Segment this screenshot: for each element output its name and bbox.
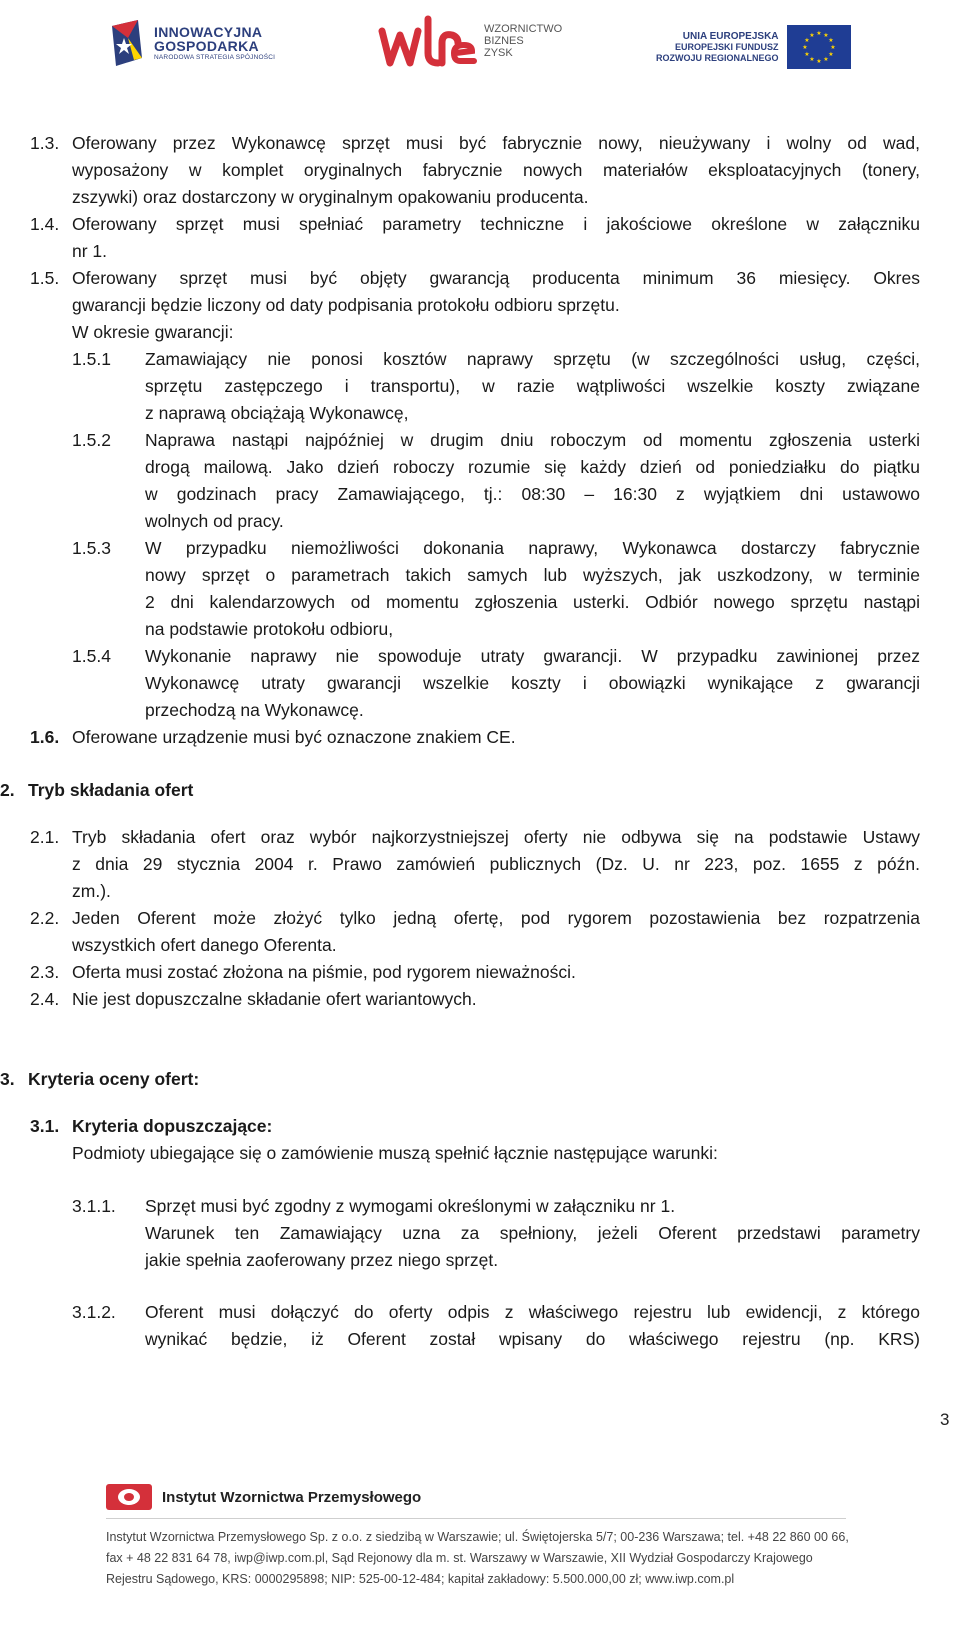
p3-1-title: Kryteria dopuszczające: xyxy=(72,1116,273,1136)
p1-5-line2: gwarancji będzie liczony od daty podpisania protokołu odbioru sprzętu. xyxy=(72,295,620,315)
p2-1-line2: z dnia 29 stycznia 2004 r. Prawo zamówień publicznych (Dz. U. nr 223, poz. 1655 z późn. xyxy=(72,854,920,874)
num-1-4: 1.4. xyxy=(30,214,60,234)
p1-5-2-line2: drogą mailową. Jako dzień roboczy rozumie się każdy dzień od poniedziałku do piątku xyxy=(145,457,920,477)
p2-3-line1: Oferta musi zostać złożona na piśmie, pod rygorem nieważności. xyxy=(72,962,576,982)
p1-6-line1: Oferowane urządzenie musi być oznaczone znakiem CE. xyxy=(72,727,516,747)
p1-5-1-line2: sprzętu zastępczego i transportu), w razie wątpliwości wszelkie koszty związane xyxy=(145,376,920,396)
num-1-5: 1.5. xyxy=(30,268,60,288)
p3-1-2-line1: Oferent musi dołączyć do oferty odpis z właściwego rejestru lub ewidencji, z którego xyxy=(145,1302,920,1322)
ig-line2: GOSPODARKA xyxy=(154,37,259,54)
p3-1-2-line2: wynikać będzie, iż Oferent został wpisany do właściwego rejestru (np. KRS) xyxy=(145,1329,920,1349)
num-2-3: 2.3. xyxy=(30,962,60,982)
unia-europejska-logo xyxy=(656,25,851,69)
p1-5-line3: W okresie gwarancji: xyxy=(72,322,234,342)
footer-line3: Rejestru Sądowego, KRS: 0000295898; NIP: 525-00-12-484; kapitał zakładowy: 5.500.000,00 zł; www.iwp.com.pl xyxy=(106,1572,735,1586)
p1-5-2-line1: Naprawa nastąpi najpóźniej w drugim dniu roboczym od momentu zgłoszenia usterki xyxy=(145,430,920,450)
svg-text:★: ★ xyxy=(827,37,834,44)
p1-4-line2: nr 1. xyxy=(72,241,108,261)
p1-5-4-line2: Wykonawcę utraty gwarancji wszelkie koszty i obowiązki wynikające z gwarancji xyxy=(145,673,920,693)
p1-4-line1: Oferowany sprzęt musi spełniać parametry techniczne i jakościowe określone w załączniku xyxy=(72,214,920,234)
innowacyjna-gospodarka-logo xyxy=(108,18,275,68)
svg-text:★: ★ xyxy=(808,32,815,39)
p1-3-line2: wyposażony w komplet oryginalnych fabrycznie nowych materiałów eksploatacyjnych (tonery, xyxy=(72,160,920,180)
num-1-6: 1.6. xyxy=(30,727,60,747)
section-3-number: 3. xyxy=(0,1069,15,1089)
ue-line2: EUROPEJSKI FUNDUSZ xyxy=(675,41,779,52)
p1-5-3-line2: nowy sprzęt o parametrach takich samych lub wyższych, jak uszkodzony, w terminie xyxy=(145,565,920,585)
svg-text:★: ★ xyxy=(815,30,822,37)
section-2-number: 2. xyxy=(0,780,15,800)
num-3-1-2: 3.1.2. xyxy=(72,1302,116,1322)
wzornictwo-biznes-zysk-logo xyxy=(378,13,562,69)
ue-line1: UNIA EUROPEJSKA xyxy=(682,30,779,42)
eu-flag-icon xyxy=(787,25,851,69)
svg-text:★: ★ xyxy=(808,56,815,63)
num-2-1: 2.1. xyxy=(30,827,60,847)
p1-5-2-line3: w godzinach pracy Zamawiającego, tj.: 08:30 – 16:30 z wyjątkiem dni ustawowo xyxy=(145,484,920,504)
wbz-line3: ZYSK xyxy=(484,47,513,59)
iwp-mark-icon xyxy=(106,1484,152,1510)
p1-3-line1: Oferowany przez Wykonawcę sprzęt musi być fabrycznie nowy, nieużywany i wolny od wad, xyxy=(72,133,920,153)
wbz-mark-icon xyxy=(378,13,478,69)
p2-2-line2: wszystkich ofert danego Oferenta. xyxy=(72,935,337,955)
svg-text:★: ★ xyxy=(822,56,829,63)
p2-2-line1: Jeden Oferent może złożyć tylko jedną ofertę, pod rygorem pozostawienia bez rozpatrzenia xyxy=(72,908,920,928)
num-2-4: 2.4. xyxy=(30,989,60,1009)
p1-5-line1: Oferowany sprzęt musi być objęty gwarancją producenta minimum 36 miesięcy. Okres xyxy=(72,268,920,288)
p1-5-3-line1: W przypadku niemożliwości dokonania naprawy, Wykonawca dostarczy fabrycznie xyxy=(145,538,920,558)
footer-line2: fax + 48 22 831 64 78, iwp@iwp.com.pl, Sąd Rejonowy dla m. st. Warszawy w Warszawie, XII Wydział Gospodarczy Krajowego xyxy=(106,1551,813,1565)
p1-3-line3: zszywki) oraz dostarczony w oryginalnym opakowaniu producenta. xyxy=(72,187,589,207)
ue-line3: ROZWOJU REGIONALNEGO xyxy=(656,52,779,63)
section-2-title: Tryb składania ofert xyxy=(28,780,194,800)
p1-5-4-line1: Wykonanie naprawy nie spowoduje utraty gwarancji. W przypadku zawinionej przez xyxy=(145,646,920,666)
p1-5-1-line1: Zamawiający nie ponosi kosztów naprawy sprzętu (w szczególności usług, części, xyxy=(145,349,920,369)
num-3-1: 3.1. xyxy=(30,1116,60,1136)
svg-text:★: ★ xyxy=(803,51,810,58)
p1-5-2-line4: wolnych od pracy. xyxy=(145,511,284,531)
p3-1-1-line2: Warunek ten Zamawiający uzna za spełniony, jeżeli Oferent przedstawi parametry xyxy=(145,1223,920,1243)
wbz-line1: WZORNICTWO xyxy=(484,23,563,35)
p2-1-line1: Tryb składania ofert oraz wybór najkorzystniejszej oferty nie odbywa się na podstawie Ustawy xyxy=(72,827,920,847)
num-1-5-2: 1.5.2 xyxy=(72,430,111,450)
num-1-3: 1.3. xyxy=(30,133,60,153)
svg-text:★: ★ xyxy=(801,44,808,51)
p3-1-line1: Podmioty ubiegające się o zamówienie muszą spełnić łącznie następujące warunki: xyxy=(72,1143,718,1163)
num-1-5-1: 1.5.1 xyxy=(72,349,111,369)
page-header xyxy=(0,0,960,100)
iwp-footer-logo xyxy=(106,1484,421,1510)
svg-text:★: ★ xyxy=(803,37,810,44)
footer-line1: Instytut Wzornictwa Przemysłowego Sp. z o.o. z siedzibą w Warszawie; ul. Świętojerska 5/7; 00-236 Warszawa; tel. +48 22 860 00 66, xyxy=(106,1530,849,1544)
footer-divider xyxy=(106,1518,846,1519)
iwp-org-name: Instytut Wzornictwa Przemysłowego xyxy=(162,1488,422,1506)
num-2-2: 2.2. xyxy=(30,908,60,928)
num-3-1-1: 3.1.1. xyxy=(72,1196,116,1216)
p2-4-line1: Nie jest dopuszczalne składanie ofert wariantowych. xyxy=(72,989,477,1009)
ig-star-icon xyxy=(108,18,146,68)
p1-5-3-line3: 2 dni kalendarzowych od momentu zgłoszenia usterki. Odbiór nowego sprzętu nastąpi xyxy=(145,592,920,612)
wbz-line2: BIZNES xyxy=(484,35,524,47)
num-1-5-3: 1.5.3 xyxy=(72,538,111,558)
svg-text:★: ★ xyxy=(822,32,829,39)
ig-line1: INNOWACYJNA xyxy=(154,23,263,40)
ig-line3: NARODOWA STRATEGIA SPÓJNOŚCI xyxy=(154,53,276,61)
p3-1-1-line1: Sprzęt musi być zgodny z wymogami określonymi w załączniku nr 1. xyxy=(145,1196,676,1216)
p1-5-3-line4: na podstawie protokołu odbioru, xyxy=(145,619,394,639)
p3-1-1-line3: jakie spełnia zaoferowany przez niego sprzęt. xyxy=(145,1250,499,1270)
page-number: 3 xyxy=(940,1410,950,1429)
num-1-5-4: 1.5.4 xyxy=(72,646,111,666)
svg-text:★: ★ xyxy=(827,51,834,58)
p1-5-4-line3: przechodzą na Wykonawcę. xyxy=(145,700,364,720)
svg-text:★: ★ xyxy=(815,58,822,65)
p2-1-line3: zm.). xyxy=(72,881,111,901)
svg-text:★: ★ xyxy=(829,44,836,51)
section-3-title: Kryteria oceny ofert: xyxy=(28,1069,200,1089)
p1-5-1-line3: z naprawą obciążają Wykonawcę, xyxy=(145,403,409,423)
